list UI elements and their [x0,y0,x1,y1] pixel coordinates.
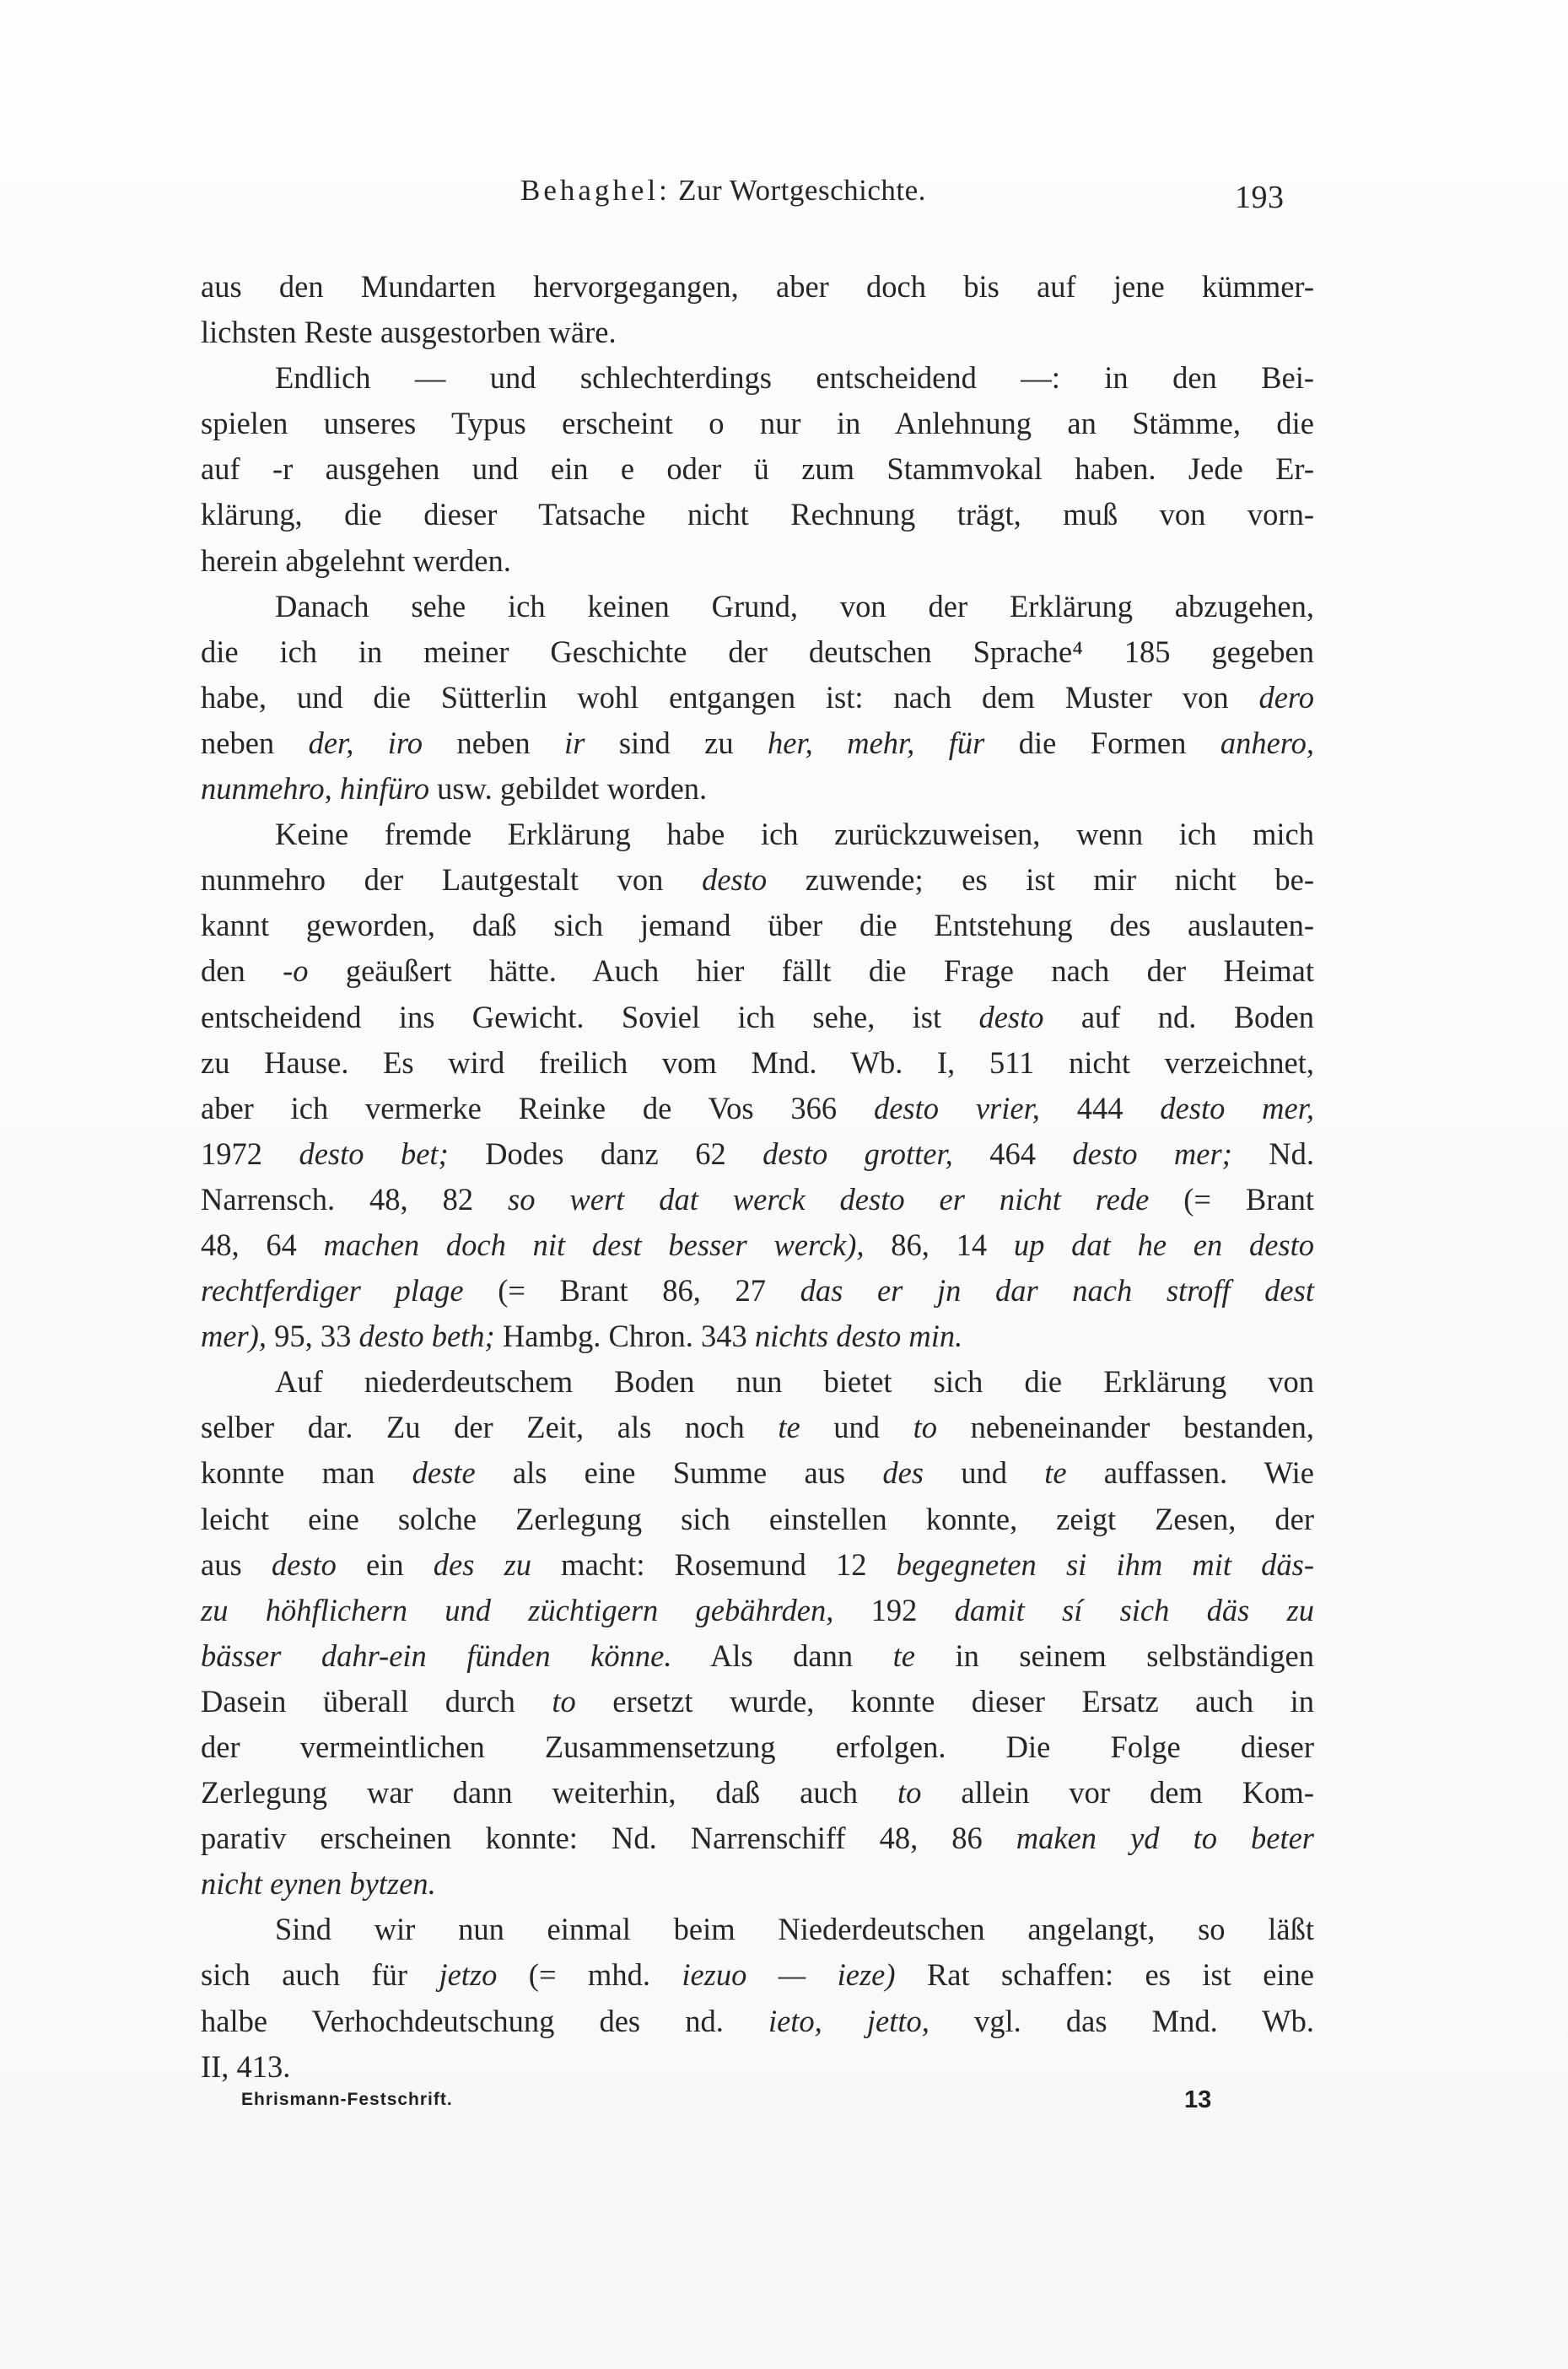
text-span: Dodes danz 62 [448,1136,763,1171]
text-line [201,1405,1314,1450]
text-span: selber dar. Zu der Zeit, als noch [201,1410,779,1445]
text-span: parativ erscheinen konnte: Nd. Narrenschiff 48, 86 [201,1821,1016,1856]
text-span: und [924,1455,1045,1491]
running-head-title: Zur Wortgeschichte. [678,174,926,207]
italic-term: der, iro [308,725,423,760]
text-line [201,1131,1314,1177]
italic-term: des [882,1455,924,1491]
italic-term: jetzo [439,1957,498,1993]
text-line [201,1497,1314,1542]
italic-term: deste [412,1455,476,1491]
italic-term: to [897,1775,922,1810]
text-span: herein abgelehnt werden. [201,542,511,578]
text-body [201,264,1314,2090]
text-line [201,1770,1314,1816]
text-span: in seinem selbständigen [914,1638,1314,1673]
text-span: (= Brant 86, 27 [463,1273,800,1309]
text-span: halbe Verhochdeutschung des nd. [201,2003,768,2038]
text-span: 86, 14 [864,1227,1014,1262]
text-span: zuwende; es ist mir nicht be- [767,862,1314,898]
text-span: den [201,953,283,989]
text-span: allein vor dem Kom- [921,1775,1314,1810]
italic-term: desto grotter, [762,1136,953,1171]
text-span: nebeneinander bestanden, [937,1410,1315,1445]
running-title [520,174,926,208]
italic-term: dero [1258,679,1314,715]
text-span: entscheidend ins Gewicht. Soviel ich sehe, ist [201,999,979,1034]
text-line [201,1086,1314,1131]
italic-term: begegneten si ihm mit däs- [896,1546,1315,1582]
text-span: aus den Mundarten hervorgegangen, aber doch bis auf jene kümmer- [201,269,1314,304]
text-span: spielen unseres Typus erscheint o nur in Anlehnung an Stämme, die [201,406,1314,441]
text-line [201,857,1314,903]
italic-term: desto [702,862,768,898]
italic-term: te [778,1410,800,1445]
text-line [201,675,1314,720]
text-span: Rat schaffen: es ist eine [895,1957,1314,1993]
printer-signature: Ehrismann-Festschrift. [241,2090,453,2109]
text-line [201,1588,1314,1633]
text-span: vgl. das Mnd. Wb. [929,2003,1315,2038]
text-span: Keine fremde Erklärung habe ich zurückzuweisen, wenn ich mich [275,817,1314,852]
text-line [201,766,1314,812]
text-span: habe, und die Sütterlin wohl entgangen ist: nach dem Muster von [201,679,1259,715]
italic-term: desto bet; [299,1136,449,1171]
text-span: 464 [952,1136,1073,1171]
text-span: ersetzt wurde, konnte dieser Ersatz auch in [575,1683,1314,1719]
page-number: 193 [1235,180,1285,215]
text-span: usw. gebildet worden. [429,771,708,807]
paragraph [201,1907,1314,2089]
text-span: konnte man [201,1455,412,1491]
italic-term: to [552,1683,576,1719]
text-span: klärung, die dieser Tatsache nicht Rechnung trägt, muß von vorn- [201,497,1314,532]
text-span: aus [201,1546,272,1582]
italic-term: desto beth; [358,1319,495,1354]
text-span: Auf niederdeutschem Boden nun bietet sich die Erklärung von [275,1364,1314,1400]
text-line [201,1633,1314,1679]
italic-term: ieto, jetto, [768,2003,929,2038]
text-line [201,1314,1314,1359]
italic-term: mer), [201,1319,267,1354]
italic-term: nichts desto min. [754,1319,963,1354]
text-span: Endlich — und schlechterdings entscheidend —: in den Bei- [275,360,1314,396]
text-span: als eine Summe aus [475,1455,883,1491]
paragraph [201,264,1314,355]
italic-term: desto [271,1546,337,1582]
italic-term: rechtferdiger plage [201,1273,464,1309]
text-span: der vermeintlichen Zusammensetzung erfolgen. Die Folge dieser [201,1730,1314,1764]
text-span: macht: Rosemund 12 [531,1546,897,1582]
text-span: auffassen. Wie [1066,1455,1315,1491]
italic-term: machen doch nit dest besser werck), [323,1227,865,1262]
text-span: kannt geworden, daß sich jemand über die Entstehung des auslauten- [201,908,1314,943]
text-line [201,995,1314,1040]
text-line [201,446,1314,492]
text-span: Dasein überall durch [201,1683,552,1719]
italic-term: nunmehro, hinfüro [201,771,430,807]
italic-term: te [892,1638,915,1673]
italic-term: to [913,1410,938,1445]
text-span: die Formen [984,725,1220,760]
text-line [201,264,1314,310]
text-span: Danach sehe ich keinen Grund, von der Erklärung abzugehen, [275,588,1314,623]
text-line [201,401,1314,446]
text-line [201,2044,1314,2090]
italic-term: so wert dat werck desto er nicht rede [508,1181,1150,1217]
text-line [201,948,1314,994]
italic-term: desto mer, [1160,1090,1315,1125]
italic-term: damit sí sich däs zu [954,1592,1314,1627]
text-span: geäußert hätte. Auch hier fällt die Frage nach der Heimat [308,953,1314,989]
running-head [0,174,1568,214]
text-line [201,538,1314,584]
text-span: neben [423,725,565,760]
text-span: nunmehro der Lautgestalt von [201,862,703,898]
text-span: (= mhd. [497,1957,682,1993]
text-span: Zerlegung war dann weiterhin, daß auch [201,1775,897,1810]
text-span: sich auch für [201,1957,439,1993]
italic-term: te [1044,1455,1067,1491]
text-line [201,1222,1314,1268]
italic-term: anhero, [1220,725,1314,760]
paragraph [201,355,1314,583]
italic-term: desto mer; [1072,1136,1232,1171]
text-span: Hambg. Chron. 343 [494,1319,755,1354]
text-line [201,1724,1314,1770]
text-line [201,355,1314,401]
text-line [201,1040,1314,1086]
paragraph [201,1359,1314,1907]
text-line [201,1177,1314,1222]
italic-term: -o [283,953,309,989]
text-span: die ich in meiner Geschichte der deutschen Sprache⁴ 185 gegeben [201,634,1314,669]
text-span: auf -r ausgehen und ein e oder ü zum Stammvokal haben. Jede Er- [201,451,1314,487]
text-span: Nd. [1231,1136,1315,1171]
text-line [201,1679,1314,1724]
italic-term: her, mehr, für [768,725,985,760]
text-span: Sind wir nun einmal beim Niederdeutschen angelangt, so läßt [275,1912,1314,1947]
italic-term: zu höhflichern und züchtigern gebährden, [201,1592,834,1627]
text-span: zu Hause. Es wird freilich vom Mnd. Wb. I, 511 nicht verzeichnet, [201,1044,1314,1080]
text-line [201,1816,1314,1861]
paragraph [201,812,1314,1359]
text-line [201,1861,1314,1907]
text-line [201,629,1314,675]
text-span: 192 [833,1592,955,1627]
text-span: ein [336,1546,434,1582]
text-span: auf nd. Boden [1043,999,1314,1034]
text-span: II, 413. [201,2048,291,2084]
italic-term: desto [978,999,1044,1034]
signature-number: 13 [1184,2086,1212,2113]
text-line [201,1268,1314,1314]
italic-term: iezuo — ieze) [682,1957,896,1993]
text-line [201,310,1314,355]
italic-term: up dat he en desto [1013,1227,1315,1262]
paragraph [201,584,1314,812]
italic-term: maken yd to beter [1016,1821,1314,1856]
text-line [201,720,1314,766]
text-span: 444 [1039,1090,1161,1125]
text-span: 48, 64 [201,1227,324,1262]
italic-term: bässer dahr-ein fünden könne. [201,1638,672,1673]
text-span: leicht eine solche Zerlegung sich einstellen konnte, zeigt Zesen, der [201,1501,1314,1536]
text-span: 95, 33 [267,1319,359,1354]
italic-term: nicht eynen bytzen. [201,1866,436,1902]
text-line [201,1999,1314,2044]
text-span: sind zu [585,725,768,760]
text-span: (= Brant [1149,1181,1314,1217]
italic-term: des zu [433,1546,532,1582]
text-line [201,1450,1314,1496]
text-span: lichsten Reste ausgestorben wäre. [201,315,617,350]
text-span: neben [201,725,309,760]
page-footer [0,2086,1568,2120]
text-line [201,1907,1314,1952]
text-span: 1972 [201,1136,299,1171]
text-span: und [800,1410,913,1445]
italic-term: ir [564,725,585,760]
text-span: aber ich vermerke Reinke de Vos 366 [201,1090,874,1125]
text-line [201,492,1314,537]
text-line [201,812,1314,857]
text-span: Als dann [671,1638,893,1673]
text-span: Narrensch. 48, 82 [201,1181,509,1217]
text-line [201,584,1314,629]
text-line [201,1359,1314,1405]
text-line [201,1542,1314,1588]
text-line [201,903,1314,948]
text-line [201,1952,1314,1998]
running-head-author: Behaghel: [520,174,671,207]
italic-term: das er jn dar nach stroff dest [800,1273,1314,1309]
italic-term: desto vrier, [873,1090,1040,1125]
